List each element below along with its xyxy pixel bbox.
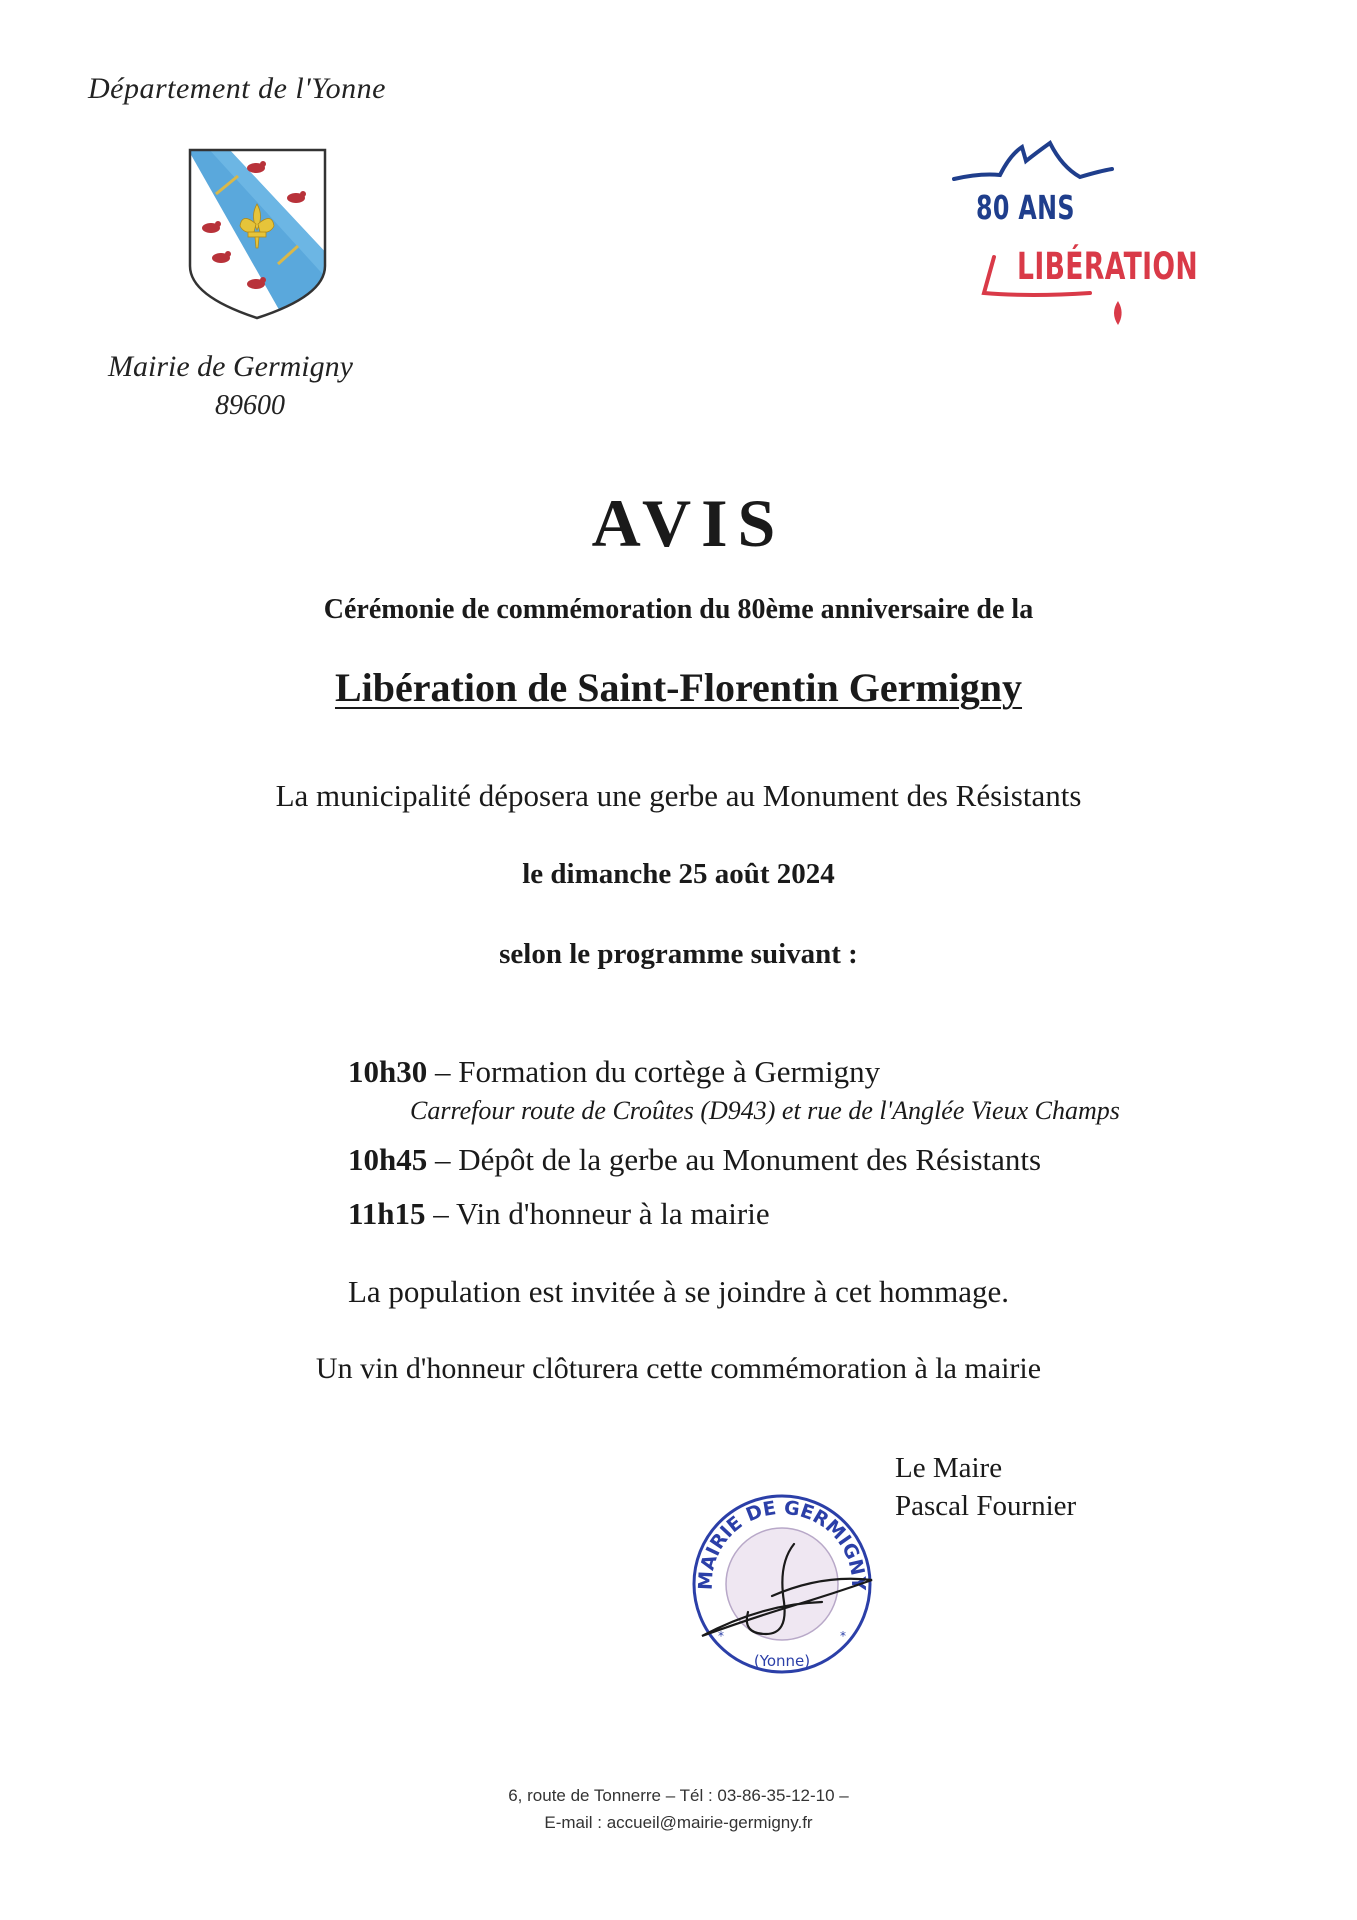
svg-text:MAIRIE DE GERMIGNY: MAIRIE DE GERMIGNY xyxy=(694,1496,870,1591)
signature-title: Le Maire xyxy=(895,1452,1003,1484)
footer-address: 6, route de Tonnerre – Tél : 03-86-35-12-10 – xyxy=(508,1786,849,1805)
liberation-80-logo-icon xyxy=(940,125,1200,340)
notice-date: le dimanche 25 août 2024 xyxy=(522,858,835,890)
notice-intro: La municipalité déposera une gerbe au Monument des Résistants xyxy=(275,778,1082,813)
logo-text-80-ans: 80 ANS xyxy=(976,188,1075,227)
postcode-label: 89600 xyxy=(215,390,285,421)
program-text: – Dépôt de la gerbe au Monument des Résistants xyxy=(427,1142,1042,1177)
program-intro: selon le programme suivant : xyxy=(499,938,858,970)
program-item xyxy=(348,1054,880,1090)
mairie-stamp-icon xyxy=(682,1484,882,1684)
program-time: 10h45 xyxy=(348,1142,428,1177)
headline-text: Libération de Saint-Florentin Germigny xyxy=(334,665,1023,710)
svg-text:*: * xyxy=(840,1629,846,1643)
program-item xyxy=(348,1142,1041,1178)
mairie-label: Mairie de Germigny xyxy=(108,350,353,383)
program-item xyxy=(348,1196,770,1232)
reception-text: Un vin d'honneur clôturera cette commémoration à la mairie xyxy=(315,1352,1042,1385)
coat-of-arms-icon xyxy=(186,146,329,322)
department-label: Département de l'Yonne xyxy=(88,72,386,105)
program-time: 10h30 xyxy=(348,1054,428,1089)
signature-name: Pascal Fournier xyxy=(895,1490,1077,1522)
svg-text:*: * xyxy=(718,1629,724,1643)
program-text: – Formation du cortège à Germigny xyxy=(427,1054,881,1089)
logo-text-liberation: LIBÉRATION xyxy=(1017,245,1199,288)
notice-headline xyxy=(0,664,1357,711)
program-text: – Vin d'honneur à la mairie xyxy=(425,1196,770,1231)
notice-title: AVIS xyxy=(591,485,786,561)
footer-email[interactable]: E-mail : accueil@mairie-germigny.fr xyxy=(544,1813,813,1832)
program-time: 11h15 xyxy=(348,1196,426,1231)
notice-subtitle: Cérémonie de commémoration du 80ème anniversaire de la xyxy=(323,594,1034,625)
program-note: Carrefour route de Croûtes (D943) et rue de l'Anglée Vieux Champs xyxy=(410,1096,1120,1125)
invite-text: La population est invitée à se joindre à cet hommage. xyxy=(347,1274,1010,1309)
svg-text:(Yonne): (Yonne) xyxy=(753,1652,811,1670)
